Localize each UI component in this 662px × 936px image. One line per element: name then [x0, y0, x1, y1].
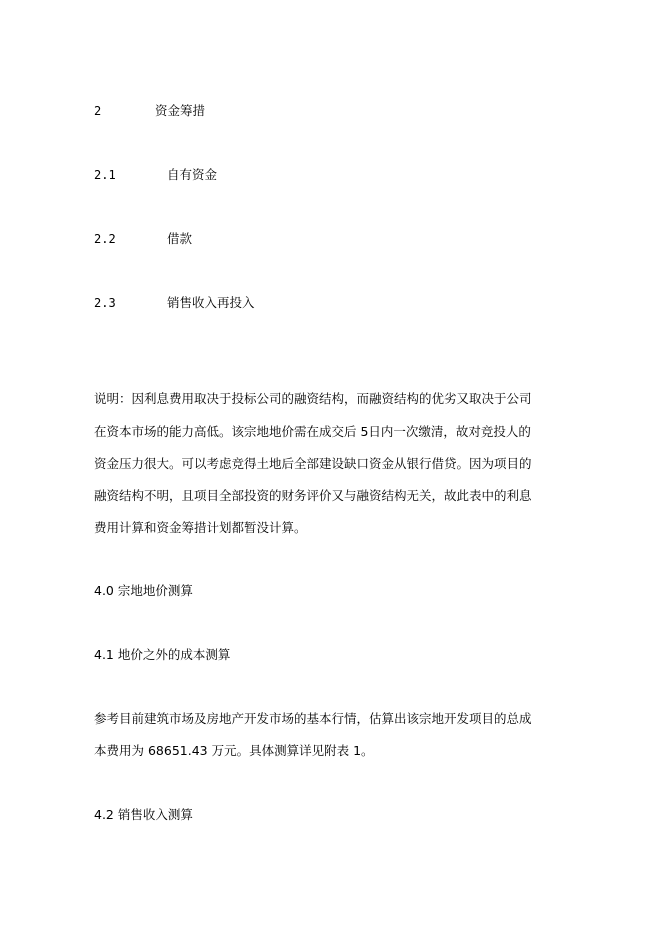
- section-4-0-heading: 4.0 宗地地价测算: [94, 583, 193, 598]
- note-line-5: 费用计算和资金筹措计划都暂没计算。: [94, 520, 307, 535]
- heading-2-number: 2: [94, 104, 102, 118]
- heading-2-2-title: 借款: [167, 231, 193, 246]
- cost-line-2: 本费用为 68651.43 万元。具体测算详见附表 1。: [94, 743, 374, 758]
- note-line-2: 在资本市场的能力高低。该宗地地价需在成交后 5日内一次缴清，故对竞投人的: [94, 424, 531, 439]
- note-line-1: 说明：因利息费用取决于投标公司的融资结构，而融资结构的优劣又取决于公司: [94, 391, 532, 406]
- heading-2-3-number: 2.3: [94, 296, 116, 310]
- note-line-3: 资金压力很大。可以考虑竞得土地后全部建设缺口资金从银行借贷。因为项目的: [94, 456, 532, 471]
- heading-2-3-title: 销售收入再投入: [167, 295, 255, 310]
- cost-line-1: 参考目前建筑市场及房地产开发市场的基本行情，估算出该宗地开发项目的总成: [94, 711, 532, 726]
- heading-2-title: 资金筹措: [155, 103, 206, 118]
- section-4-1-heading: 4.1 地价之外的成本测算: [94, 647, 231, 662]
- heading-2-1-number: 2.1: [94, 168, 116, 182]
- section-4-2-heading: 4.2 销售收入测算: [94, 807, 193, 822]
- heading-2-1-title: 自有资金: [167, 167, 218, 182]
- heading-2-2-number: 2.2: [94, 232, 116, 246]
- note-line-4: 融资结构不明，且项目全部投资的财务评价又与融资结构无关，故此表中的利息: [94, 488, 532, 503]
